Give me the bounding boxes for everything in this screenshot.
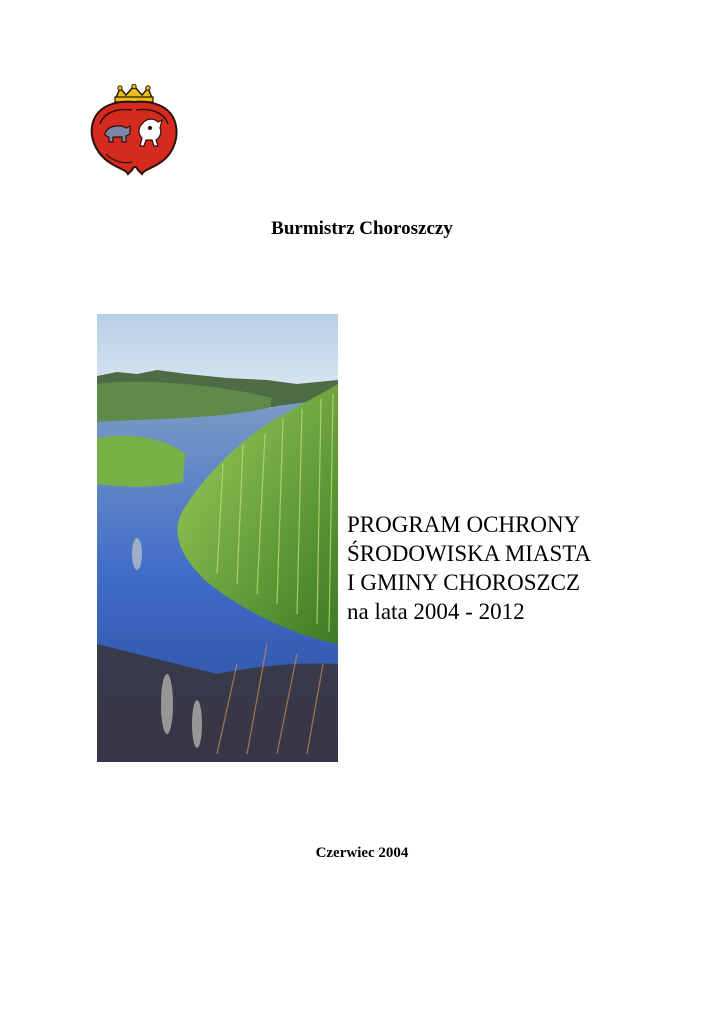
publication-date: Czerwiec 2004 — [315, 845, 409, 861]
title-line-4: na lata 2004 - 2012 — [347, 599, 525, 624]
document-title — [347, 510, 591, 626]
title-line-3: I GMINY CHOROSZCZ — [347, 570, 580, 595]
title-line-2: ŚRODOWISKA MIASTA — [347, 541, 592, 566]
title-line-1: PROGRAM OCHRONY — [347, 512, 581, 537]
issuer-name: Burmistrz Choroszczy — [271, 218, 453, 239]
crown-icon — [115, 84, 153, 102]
coat-of-arms-icon — [86, 84, 182, 176]
river-reeds-photo — [97, 314, 338, 762]
